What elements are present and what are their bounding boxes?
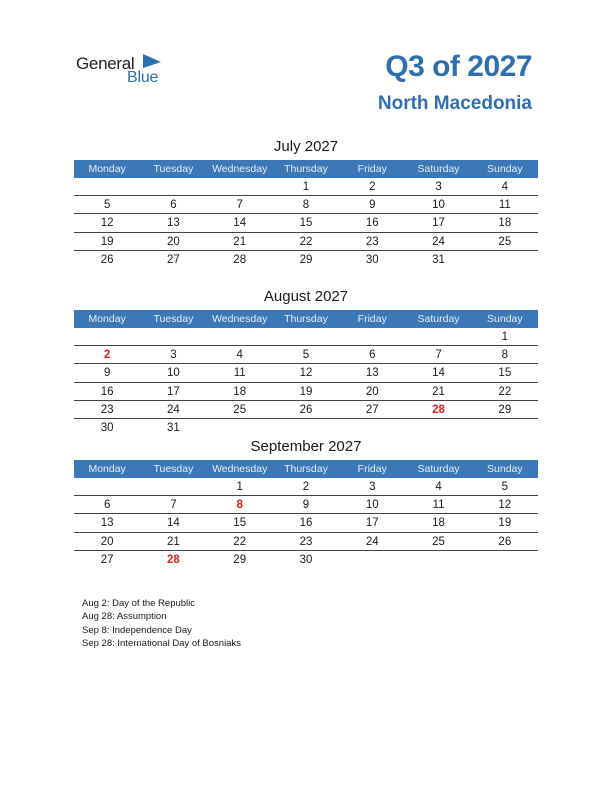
day-cell: 15 <box>498 367 512 380</box>
day-cell: 23 <box>100 403 114 416</box>
day-cell: 20 <box>100 535 114 548</box>
weekday-wednesday: Wednesday <box>212 463 268 475</box>
day-cell: 20 <box>365 385 379 398</box>
day-cell: 29 <box>233 553 247 566</box>
weekday-header-row <box>74 160 538 178</box>
week-row <box>74 196 538 214</box>
empty-day-cell <box>74 328 140 345</box>
day-cell: 30 <box>100 421 114 434</box>
day-cell: 15 <box>299 217 313 230</box>
day-cell: 8 <box>501 349 509 362</box>
day-cell: 22 <box>498 385 512 398</box>
day-cell: 19 <box>299 385 313 398</box>
day-cell: 13 <box>365 367 379 380</box>
week-row <box>74 401 538 419</box>
day-cell: 8 <box>302 199 310 212</box>
weekday-monday: Monday <box>88 313 126 325</box>
weekday-tuesday: Tuesday <box>153 313 194 325</box>
day-cell: 14 <box>167 517 180 530</box>
week-row <box>74 478 538 496</box>
weekday-monday: Monday <box>88 163 126 175</box>
day-cell: 1 <box>236 481 243 493</box>
day-cell: 6 <box>369 349 376 362</box>
day-cell: 11 <box>432 499 445 512</box>
day-cell: 20 <box>167 235 180 248</box>
empty-day-cell <box>207 178 273 195</box>
day-cell: 14 <box>233 217 247 230</box>
day-cell: 17 <box>432 217 445 230</box>
day-cell: 9 <box>302 499 310 512</box>
empty-day-cell <box>140 478 206 495</box>
weekday-saturday: Saturday <box>417 313 460 325</box>
empty-day-cell <box>339 551 405 568</box>
week-row <box>74 178 538 196</box>
empty-day-cell <box>140 178 206 195</box>
day-cell: 13 <box>167 217 180 230</box>
day-cell: 2 <box>103 349 111 362</box>
day-cell: 5 <box>103 199 111 212</box>
day-cell: 16 <box>100 385 114 398</box>
day-cell: 23 <box>299 535 313 548</box>
day-cell: 26 <box>100 253 114 266</box>
day-cell: 14 <box>432 367 445 380</box>
month-july <box>74 138 538 268</box>
day-cell: 2 <box>302 481 310 493</box>
weekday-thursday: Thursday <box>284 463 328 475</box>
day-cell: 30 <box>365 253 379 266</box>
day-cell: 10 <box>167 367 180 380</box>
logo-word-general: General <box>76 54 135 73</box>
holiday-note: Sep 28: International Day of Bosniaks <box>82 638 241 650</box>
empty-day-cell <box>74 478 140 495</box>
weekday-sunday: Sunday <box>487 313 523 325</box>
day-cell: 17 <box>365 517 379 530</box>
weekday-header-row <box>74 310 538 328</box>
empty-day-cell <box>273 419 339 436</box>
day-cell: 25 <box>432 535 445 548</box>
weekday-sunday: Sunday <box>487 163 523 175</box>
day-cell: 27 <box>365 403 379 416</box>
holiday-note: Sep 8: Independence Day <box>82 624 192 636</box>
day-cell: 1 <box>302 181 310 193</box>
weekday-sunday: Sunday <box>487 463 523 475</box>
day-cell: 12 <box>100 217 114 230</box>
month-august <box>74 288 538 436</box>
day-cell: 29 <box>498 403 512 416</box>
day-cell: 5 <box>501 481 509 493</box>
day-cell: 4 <box>435 481 442 493</box>
day-cell: 25 <box>498 235 512 248</box>
empty-day-cell <box>273 328 339 345</box>
day-cell: 26 <box>299 403 313 416</box>
week-row <box>74 251 538 268</box>
day-cell: 16 <box>365 217 379 230</box>
day-cell: 27 <box>167 253 180 266</box>
day-cell: 8 <box>236 499 243 512</box>
day-cell: 22 <box>233 535 247 548</box>
day-cell: 1 <box>501 331 509 343</box>
month-september <box>74 438 538 568</box>
day-cell: 11 <box>498 199 511 212</box>
day-cell: 10 <box>432 199 445 212</box>
week-row <box>74 551 538 568</box>
day-cell: 21 <box>233 235 247 248</box>
weekday-thursday: Thursday <box>284 313 328 325</box>
day-cell: 18 <box>432 517 445 530</box>
weekday-wednesday: Wednesday <box>212 163 268 175</box>
day-cell: 28 <box>167 553 180 566</box>
day-cell: 3 <box>435 181 442 193</box>
day-cell: 21 <box>432 385 445 398</box>
day-cell: 9 <box>369 199 376 212</box>
day-cell: 23 <box>365 235 379 248</box>
day-cell: 11 <box>233 367 246 380</box>
week-row <box>74 514 538 532</box>
month-title: July 2027 <box>273 138 339 155</box>
weekday-monday: Monday <box>88 463 126 475</box>
day-cell: 5 <box>302 349 310 362</box>
day-cell: 31 <box>432 253 445 266</box>
holiday-notes <box>82 597 241 651</box>
weekday-wednesday: Wednesday <box>212 313 268 325</box>
day-cell: 9 <box>103 367 111 380</box>
empty-day-cell <box>405 551 471 568</box>
country-name: North Macedonia <box>377 93 532 114</box>
weekday-friday: Friday <box>357 463 387 475</box>
page-title: Q3 of 2027 <box>385 50 532 83</box>
day-cell: 19 <box>100 235 114 248</box>
weekday-saturday: Saturday <box>417 463 460 475</box>
day-cell: 3 <box>369 481 376 493</box>
day-cell: 19 <box>498 517 512 530</box>
week-row <box>74 496 538 514</box>
month-title: September 2027 <box>250 438 362 455</box>
empty-day-cell <box>207 328 273 345</box>
empty-day-cell <box>207 419 273 436</box>
day-cell: 21 <box>167 535 180 548</box>
day-cell: 4 <box>236 349 243 362</box>
empty-day-cell <box>472 419 538 436</box>
logo-word-blue: Blue <box>127 69 159 86</box>
day-cell: 22 <box>299 235 313 248</box>
day-cell: 7 <box>170 499 177 512</box>
day-cell: 13 <box>100 517 114 530</box>
logo-flag-icon <box>141 52 163 68</box>
holiday-note: Aug 28: Assumption <box>82 611 167 623</box>
day-cell: 18 <box>233 385 247 398</box>
month-title: August 2027 <box>263 288 349 305</box>
day-cell: 28 <box>432 403 445 416</box>
weekday-friday: Friday <box>357 313 387 325</box>
weekday-friday: Friday <box>357 163 387 175</box>
empty-day-cell <box>405 419 471 436</box>
week-row <box>74 364 538 382</box>
day-cell: 29 <box>299 253 313 266</box>
week-row <box>74 346 538 364</box>
day-cell: 12 <box>299 367 313 380</box>
day-cell: 26 <box>498 535 512 548</box>
week-row <box>74 533 538 551</box>
empty-day-cell <box>405 328 471 345</box>
week-row <box>74 419 538 436</box>
day-cell: 30 <box>299 553 313 566</box>
day-cell: 10 <box>365 499 379 512</box>
week-row <box>74 233 538 251</box>
day-cell: 16 <box>299 517 313 530</box>
empty-day-cell <box>472 251 538 268</box>
weekday-thursday: Thursday <box>284 163 328 175</box>
empty-day-cell <box>472 551 538 568</box>
day-cell: 24 <box>432 235 445 248</box>
empty-day-cell <box>140 328 206 345</box>
empty-day-cell <box>339 419 405 436</box>
empty-day-cell <box>339 328 405 345</box>
weekday-tuesday: Tuesday <box>153 163 194 175</box>
day-cell: 12 <box>498 499 512 512</box>
day-cell: 24 <box>365 535 379 548</box>
day-cell: 17 <box>167 385 180 398</box>
day-cell: 6 <box>170 199 177 212</box>
weekday-header-row <box>74 460 538 478</box>
logo <box>76 52 176 88</box>
holiday-note: Aug 2: Day of the Republic <box>82 598 196 609</box>
day-cell: 7 <box>435 349 442 362</box>
weekday-saturday: Saturday <box>417 163 460 175</box>
weekday-tuesday: Tuesday <box>153 463 194 475</box>
day-cell: 4 <box>501 181 509 193</box>
day-cell: 25 <box>233 403 247 416</box>
day-cell: 18 <box>498 217 512 230</box>
day-cell: 3 <box>170 349 177 362</box>
week-row <box>74 383 538 401</box>
day-cell: 2 <box>369 181 376 193</box>
day-cell: 15 <box>233 517 247 530</box>
day-cell: 27 <box>100 553 114 566</box>
day-cell: 7 <box>236 199 243 212</box>
day-cell: 24 <box>167 403 180 416</box>
empty-day-cell <box>74 178 140 195</box>
day-cell: 31 <box>167 421 180 434</box>
day-cell: 6 <box>103 499 111 512</box>
week-row <box>74 328 538 346</box>
week-row <box>74 214 538 232</box>
day-cell: 28 <box>233 253 247 266</box>
